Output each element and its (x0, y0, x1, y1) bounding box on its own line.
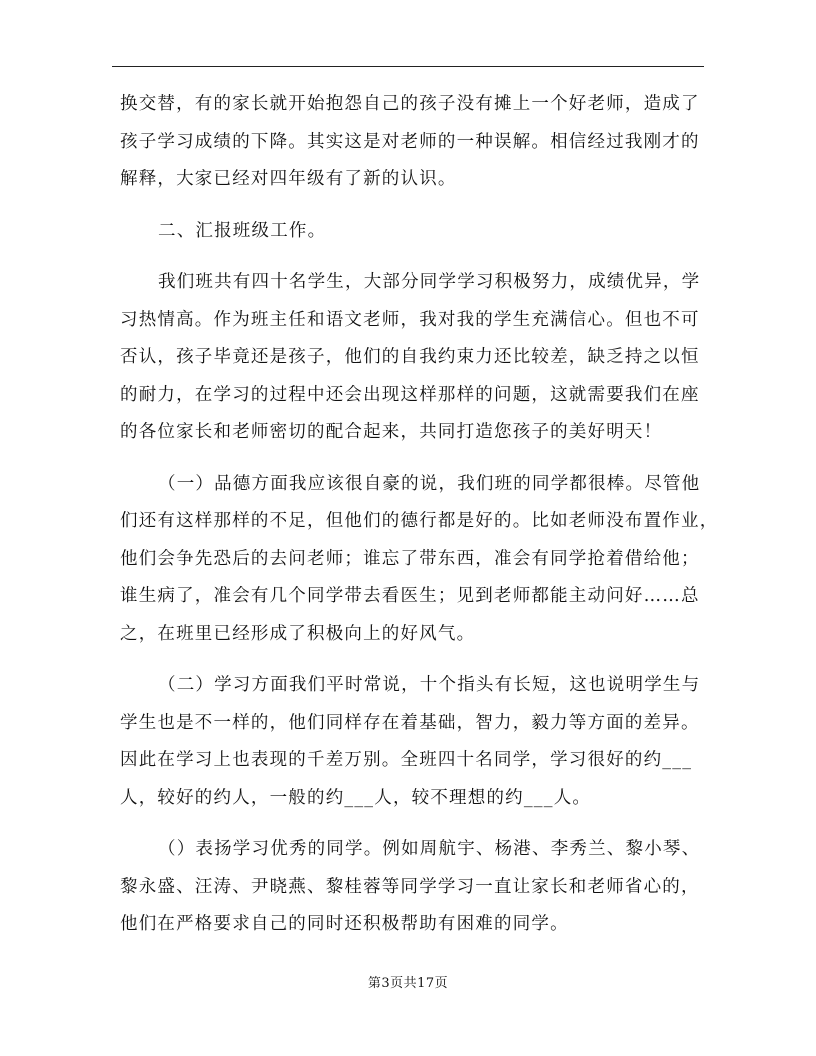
text-line: 他们会争先恐后的去问老师；谁忘了带东西，准会有同学抢着借给他； (120, 548, 700, 569)
paragraph (120, 264, 704, 452)
text-line: 解释，大家已经对四年级有了新的认识。 (120, 169, 457, 189)
paragraph-gap (120, 653, 704, 667)
paragraph (120, 831, 704, 944)
text-line: 换交替，有的家长就开始抱怨自己的孩子没有摊上一个好老师，造成了 (120, 94, 700, 114)
paragraph-gap (120, 817, 704, 831)
text-line: 孩子学习成绩的下降。其实这是对老师的一种误解。相信经过我刚才的 (120, 131, 700, 152)
paragraph-gap (120, 452, 704, 466)
text-line: 之，在班里已经形成了积极向上的好风气。 (120, 623, 476, 644)
text-line: 人，较好的约人，一般的约___人，较不理想的约___人。 (120, 787, 592, 808)
text-line: （）表扬学习优秀的同学。例如周航宇、杨港、李秀兰、黎小琴、 (158, 839, 701, 859)
paragraph (120, 86, 704, 199)
paragraph-gap (120, 250, 704, 264)
text-line: 的各位家长和老师密切的配合起来，共同打造您孩子的美好明天！ (120, 422, 663, 442)
text-line: 黎永盛、汪涛、尹晓燕、黎桂蓉等同学学习一直让家长和老师省心的， (120, 876, 700, 897)
paragraph (120, 213, 704, 251)
text-line: 我们班共有四十名学生，大部分同学学习积极努力，成绩优异，学 (158, 272, 701, 292)
text-line: 他们在严格要求自己的同时还积极帮助有困难的同学。 (120, 914, 569, 934)
text-line: 二、汇报班级工作。 (158, 220, 327, 241)
paragraph-gap (120, 199, 704, 213)
text-line: 谁生病了，准会有几个同学带去看医生；见到老师都能主动问好……总 (120, 586, 700, 606)
paragraph (120, 466, 719, 654)
paragraph (120, 667, 704, 817)
text-line: 们还有这样那样的不足，但他们的德行都是好的。比如老师没布置作业， (120, 511, 719, 531)
document-body (120, 86, 719, 944)
header-rule (112, 66, 704, 67)
text-line: （一）品德方面我应该很自豪的说，我们班的同学都很棒。尽管他 (158, 473, 701, 494)
text-line: 的耐力，在学习的过程中还会出现这样那样的问题，这就需要我们在座 (120, 384, 700, 405)
text-line: 否认，孩子毕竟还是孩子，他们的自我约束力还比较差，缺乏持之以恒 (120, 347, 700, 367)
text-line: 学生也是不一样的，他们同样存在着基础，智力，毅力等方面的差异。 (120, 712, 700, 733)
text-line: 因此在学习上也表现的千差万别。全班四十名同学，学习很好的约___ (120, 750, 693, 770)
text-line: 习热情高。作为班主任和语文老师，我对我的学生充满信心。但也不可 (120, 309, 700, 330)
text-line: （二）学习方面我们平时常说，十个指头有长短，这也说明学生与 (158, 675, 701, 695)
page-number-footer: 第3页共17页 (367, 976, 449, 991)
